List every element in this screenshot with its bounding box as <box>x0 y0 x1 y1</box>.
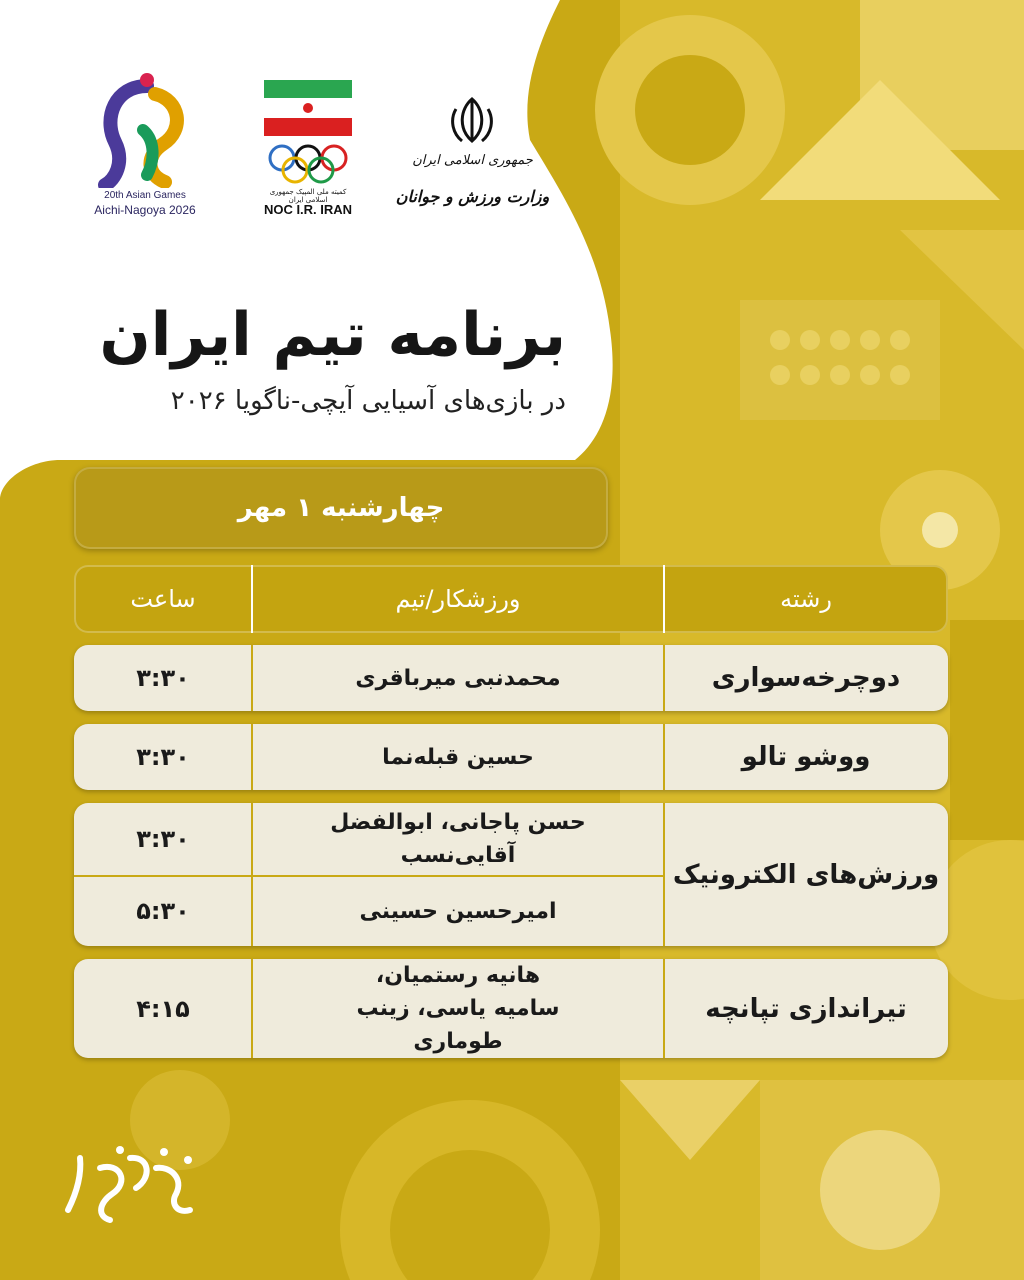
header-athlete <box>252 565 664 633</box>
time-cell <box>74 876 252 946</box>
asian-games-caption-line2: Aichi-Nagoya 2026 <box>94 203 196 217</box>
asian-games-logo <box>85 70 205 220</box>
sport-cell <box>664 645 948 711</box>
event-time: ۳:۳۰ <box>136 743 190 771</box>
athlete-name: حسن پاجانی، ابوالفضل آقایی‌نسب <box>330 810 586 868</box>
sport-name: ورزش‌های الکترونیک <box>672 859 940 890</box>
page-title: برنامه تیم ایران <box>99 300 566 370</box>
athlete-name: هانیه رستمیان، سامیه یاسی، زینب طوماری <box>356 963 560 1054</box>
athlete-name: حسین قبله‌نما <box>382 744 534 770</box>
column-divider <box>251 565 253 633</box>
header-time-label: ساعت <box>130 585 196 613</box>
table-row <box>74 959 948 1058</box>
page-subtitle: در بازی‌های آسیایی آیچی-ناگویا ۲۰۲۶ <box>170 386 566 416</box>
table-header <box>74 565 948 633</box>
athlete-cell <box>252 645 664 711</box>
sport-name: ووشو تالو <box>741 742 871 772</box>
athlete-name: محمدنبی میرباقری <box>355 665 561 691</box>
iran-flag-olympic-rings-icon <box>258 78 358 188</box>
table-row <box>74 803 948 946</box>
column-divider <box>251 645 253 711</box>
date-label: چهارشنبه ۱ مهر <box>237 493 445 523</box>
time-cell <box>74 959 252 1058</box>
sport-cell <box>664 724 948 790</box>
row-divider <box>74 875 664 877</box>
event-time: ۳:۳۰ <box>136 825 190 853</box>
asian-games-emblem-icon <box>85 70 205 188</box>
header-sport <box>664 565 948 633</box>
column-divider <box>663 959 665 1058</box>
athlete-cell <box>252 803 664 875</box>
event-time: ۳:۳۰ <box>136 664 190 692</box>
noc-caption: NOC I.R. IRAN <box>263 202 353 217</box>
table-row <box>74 724 948 790</box>
column-divider <box>251 803 253 946</box>
column-divider <box>251 959 253 1058</box>
column-divider <box>663 565 665 633</box>
header-athlete-label: ورزشکار/تیم <box>395 585 521 613</box>
ministry-line2: وزارت ورزش و جوانان <box>395 187 550 206</box>
column-divider <box>251 724 253 790</box>
noc-iran-logo <box>258 78 358 223</box>
header-time <box>74 565 252 633</box>
time-cell <box>74 803 252 875</box>
sport-name: دوچرخه‌سواری <box>711 663 901 693</box>
sport-name: تیراندازی تپانچه <box>705 993 907 1024</box>
athlete-name: امیرحسین حسینی <box>359 898 557 924</box>
ministry-of-sport-logo <box>390 95 555 225</box>
calligraphy-logo-icon <box>60 1138 210 1228</box>
column-divider <box>663 803 665 946</box>
noc-persian-text: کمیته ملی المپیک جمهوری اسلامی ایران <box>269 188 347 204</box>
iran-emblem-icon <box>390 95 555 145</box>
ministry-line1: جمهوری اسلامی ایران <box>412 153 533 168</box>
asian-games-caption-line1: 20th Asian Games <box>104 190 186 201</box>
sport-cell <box>664 803 948 946</box>
iran-ghahreman-brand-logo <box>60 1138 210 1228</box>
event-time: ۴:۱۵ <box>136 994 190 1023</box>
athlete-cell <box>252 959 664 1058</box>
column-divider <box>663 724 665 790</box>
event-time: ۵:۳۰ <box>136 897 190 925</box>
header-sport-label: رشته <box>780 585 832 613</box>
athlete-cell <box>252 724 664 790</box>
time-cell <box>74 645 252 711</box>
athlete-cell <box>252 876 664 946</box>
time-cell <box>74 724 252 790</box>
date-banner <box>74 467 608 549</box>
sport-cell <box>664 959 948 1058</box>
table-row <box>74 645 948 711</box>
column-divider <box>663 645 665 711</box>
